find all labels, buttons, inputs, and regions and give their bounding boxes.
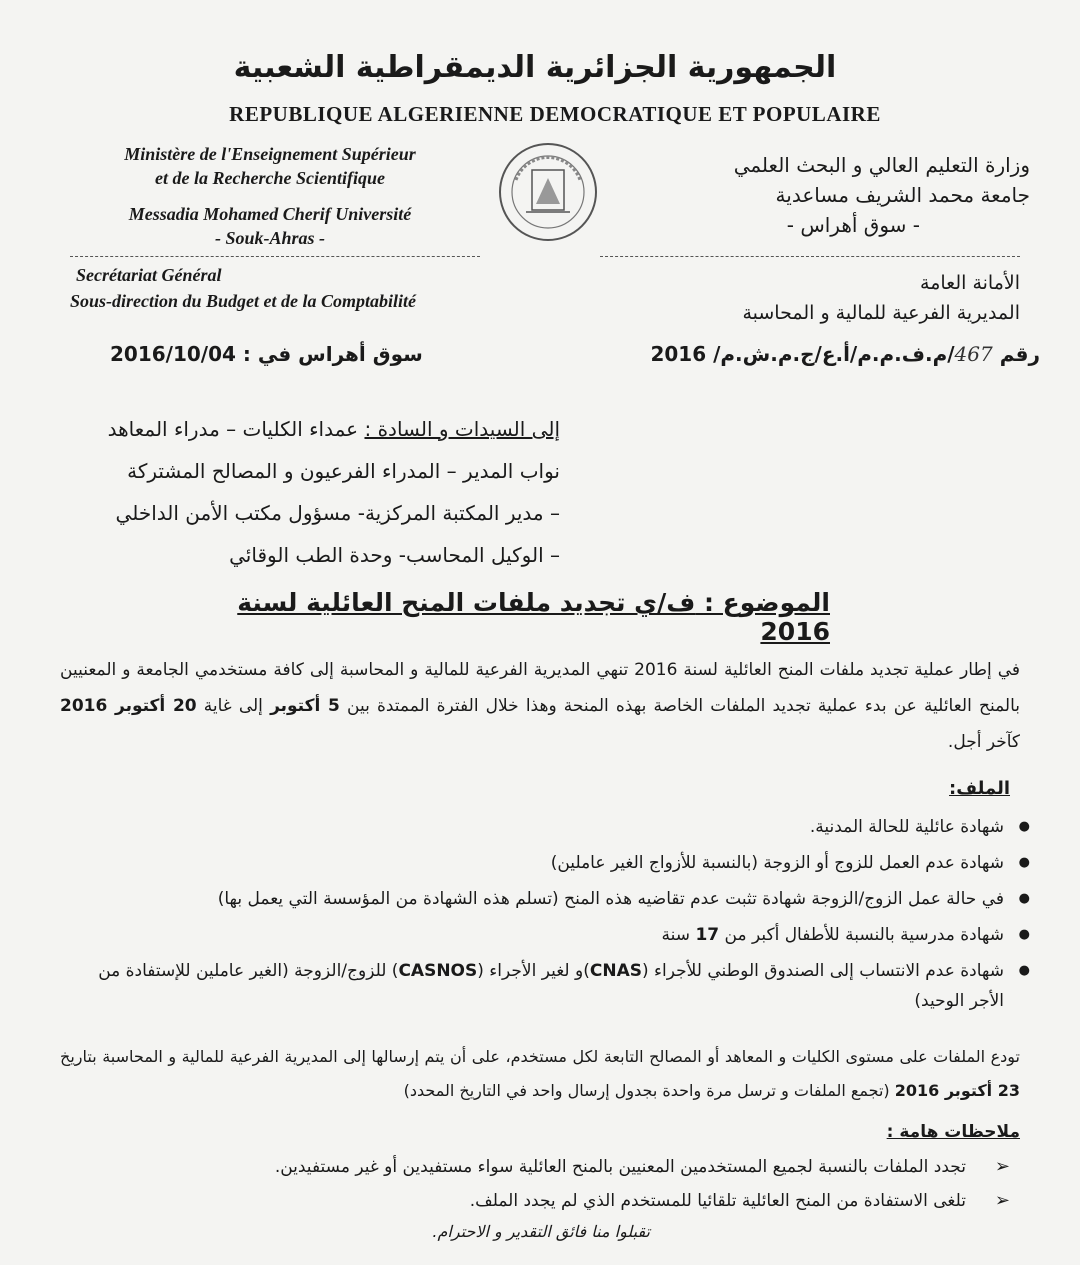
reference-number-value: 467 <box>954 342 993 366</box>
fr-subdir: Sous-direction du Budget et de la Comptabilité <box>70 291 417 311</box>
deposit-text-a: تودع الملفات على مستوى الكليات و المعاهد أو المصالح التابعة لكل مستخدم، على أن يتم إرسالها إلى المديرية الفرعية للمالية و المحاسبة بتاريخ <box>60 1047 1020 1066</box>
fr-sg: Secrétariat Général <box>76 265 222 285</box>
fr-sg-block <box>70 262 510 314</box>
file-item-4-a: شهادة مدرسية بالنسبة للأطفال أكبر من <box>724 925 1004 945</box>
file-item-5-a: شهادة عدم الانتساب إلى الصندوق الوطني للأجراء ( <box>641 961 1004 981</box>
notes-heading: ملاحظات هامة : <box>886 1122 1020 1142</box>
intro-date-start: 5 أكتوبر <box>270 696 340 716</box>
file-heading: الملف: <box>949 778 1010 799</box>
ar-sg: الأمانة العامة <box>920 272 1020 294</box>
header-ar-republic: الجمهورية الجزائرية الديمقراطية الشعبية <box>233 50 837 85</box>
intro-paragraph <box>60 652 1020 760</box>
reference-number <box>600 342 1040 366</box>
file-item-5 <box>60 956 1030 1016</box>
intro-date-end: 20 أكتوبر 2016 <box>60 696 197 716</box>
recipients-prefix: إلى السيدات و السادة : <box>364 417 560 441</box>
reference-date-label: سوق أهراس في : <box>242 342 423 366</box>
recipients-line2: نواب المدير – المدراء الفرعيون و المصالح المشتركة <box>127 459 560 483</box>
notes-list <box>150 1152 1010 1220</box>
fr-city: - Souk-Ahras - <box>214 228 326 248</box>
deposit-date: 23 أكتوبر 2016 <box>894 1081 1020 1100</box>
subject-text: ف/ي تجديد ملفات المنح العائلية لسنة 2016 <box>237 588 830 646</box>
university-seal-emblem <box>496 140 600 244</box>
reference-number-code: /م.ف.م.م/أ.ع/ج.م.ش.م/ 2016 <box>650 342 955 366</box>
reference-date-value: 2016/10/04 <box>110 342 236 366</box>
ar-ministry: وزارة التعليم العالي و البحث العلمي <box>733 153 1030 177</box>
closing-line: تقبلوا منا فائق التقدير و الاحترام. <box>432 1222 650 1241</box>
reference-date <box>110 342 430 366</box>
recipients-line1-rest: عمداء الكليات – مدراء المعاهد <box>107 417 359 441</box>
header-separator-right <box>600 256 1020 257</box>
deposit-paragraph <box>60 1040 1020 1108</box>
subject <box>230 588 830 646</box>
file-item-1: ● شهادة عائلية للحالة المدنية. <box>60 812 1030 842</box>
intro-text-e: كآخر أجل. <box>947 732 1020 752</box>
ar-city: - سوق أهراس - <box>786 213 920 237</box>
file-list <box>60 812 1030 1022</box>
file-item-5-e: ) للزوج/الزوجة (الغير عاملين للإستفادة من الأجر الوحيد) <box>98 961 1004 1011</box>
file-item-4-age: 17 <box>695 925 720 945</box>
recipients-block <box>60 408 560 576</box>
file-item-5-cnas: CNAS <box>589 961 642 981</box>
intro-text-c: إلى غاية <box>203 696 263 716</box>
reference-number-label: رقم <box>999 342 1040 366</box>
header-separator-left <box>70 256 480 257</box>
recipients-line4: – الوكيل المحاسب- وحدة الطب الوقائي <box>229 543 560 567</box>
intro-text-a: في إطار عملية تجديد ملفات المنح العائلية لسنة 2016 تنهي المديرية الفرعية للمالية و المحاسبة إلى كافة مستخدمي الجامعة و المعنيين بالمنح العائلية عن بدء عملية تجديد الملفات الخاصة بهذه المنحة وهذا خلال الفترة الممتدة بين <box>60 660 1020 716</box>
fr-ministry-line1: Ministère de l'Enseignement Supérieur <box>124 144 416 164</box>
ar-university: جامعة محمد الشريف مساعدية <box>775 183 1030 207</box>
note-item-1: ➢ تجدد الملفات بالنسبة لجميع المستخدمين المعنيين بالمنح العائلية سواء مستفيدين أو غير مستفيدين. <box>150 1152 1010 1182</box>
header-fr-republic: REPUBLIQUE ALGERIENNE DEMOCRATIQUE ET POPULAIRE <box>229 102 881 126</box>
note-item-2: ➢ تلغى الاستفادة من المنح العائلية تلقائيا للمستخدم الذي لم يجدد الملف. <box>150 1186 1010 1216</box>
fr-ministry-line2: et de la Recherche Scientifique <box>155 168 385 188</box>
recipients-line3: – مدير المكتبة المركزية- مسؤول مكتب الأمن الداخلي <box>115 501 560 525</box>
file-item-5-casnos: CASNOS <box>398 961 478 981</box>
file-item-3: ● في حالة عمل الزوج/الزوجة شهادة تثبت عدم تقاضيه هذه المنح (تسلم هذه الشهادة من المؤسسة التي يعمل بها) <box>60 884 1030 914</box>
file-item-4 <box>60 920 1030 950</box>
file-item-4-c: سنة <box>661 925 691 945</box>
ar-sg-block <box>660 268 1020 328</box>
file-item-2: ● شهادة عدم العمل للزوج أو الزوجة (بالنسبة للأزواج الغير عاملين) <box>60 848 1030 878</box>
university-seal <box>496 140 600 244</box>
ar-subdir: المديرية الفرعية للمالية و المحاسبة <box>742 302 1020 324</box>
file-item-5-c: )و لغير الأجراء ( <box>477 961 590 981</box>
fr-university: Messadia Mohamed Cherif Université <box>128 204 412 224</box>
ar-ministry-block <box>610 150 1030 240</box>
subject-label: الموضوع : <box>703 588 830 617</box>
deposit-text-c: (تجمع الملفات و ترسل مرة واحدة بجدول إرسال واحد في التاريخ المحدد) <box>403 1081 890 1100</box>
recipients-line1 <box>60 408 560 450</box>
fr-ministry-block <box>70 142 470 250</box>
